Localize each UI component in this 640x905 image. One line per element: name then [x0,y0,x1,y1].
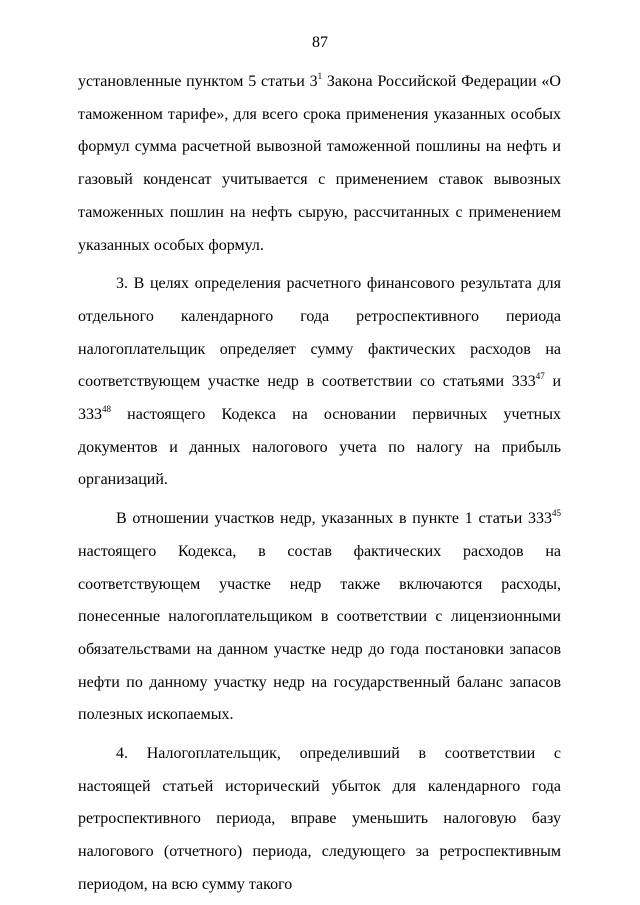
page-number: 87 [312,34,328,51]
paragraph-item-4 [78,738,561,902]
paragraph-text: настоящего Кодекса, в состав фактических расходов на соответствующем участке недр также включаются расходы, понесенные налогоплательщиком в соответствии с лицензионными обязательствами на данном участке недр до года постановки запасов нефти по данному участку недр на государственный баланс запасов полезных ископаемых. [78,542,561,724]
paragraph-text: и 333 [78,373,562,424]
document-body [78,66,561,902]
paragraph-text: 4. Налогоплательщик, определивший в соответствии с настоящей статьей исторический убыток для календарного года ретроспективного периода, вправе уменьшить налоговую базу налогового (отчетного) периода, следующего за ретроспективным периодом, на всю сумму такого [78,745,561,893]
paragraph-text: Закона Российской Федерации «О таможенном тарифе», для всего срока применения указанных особых формул сумма расчетной вывозной таможенной пошлины на нефть и газовый конденсат учитывается с применением ставок вывозных таможенных пошлин на нефть сырую, рассчитанных с применением указанных особых формул. [78,73,561,254]
paragraph-item-3 [78,268,561,497]
paragraph-sites [78,503,561,732]
paragraph-text: настоящего Кодекса на основании первичных учетных документов и данных налогового учета по налогу на прибыль организаций. [78,406,561,489]
paragraph-text: установленные пунктом 5 статьи 3 [78,73,318,90]
superscript-index: 45 [552,508,561,519]
paragraph-text: В отношении участков недр, указанных в пункте 1 статьи 333 [116,510,552,528]
paragraph-continuation [78,66,561,262]
paragraph-text: 3. В целях определения расчетного финансового результата для отдельного календарного года ретроспективного периода налогоплательщик определяет сумму фактических расходов на соответствующем участке недр в соответствии со статьями 333 [78,275,561,391]
superscript-index: 48 [102,404,111,415]
superscript-index: 1 [317,71,323,81]
superscript-index: 47 [535,371,545,382]
